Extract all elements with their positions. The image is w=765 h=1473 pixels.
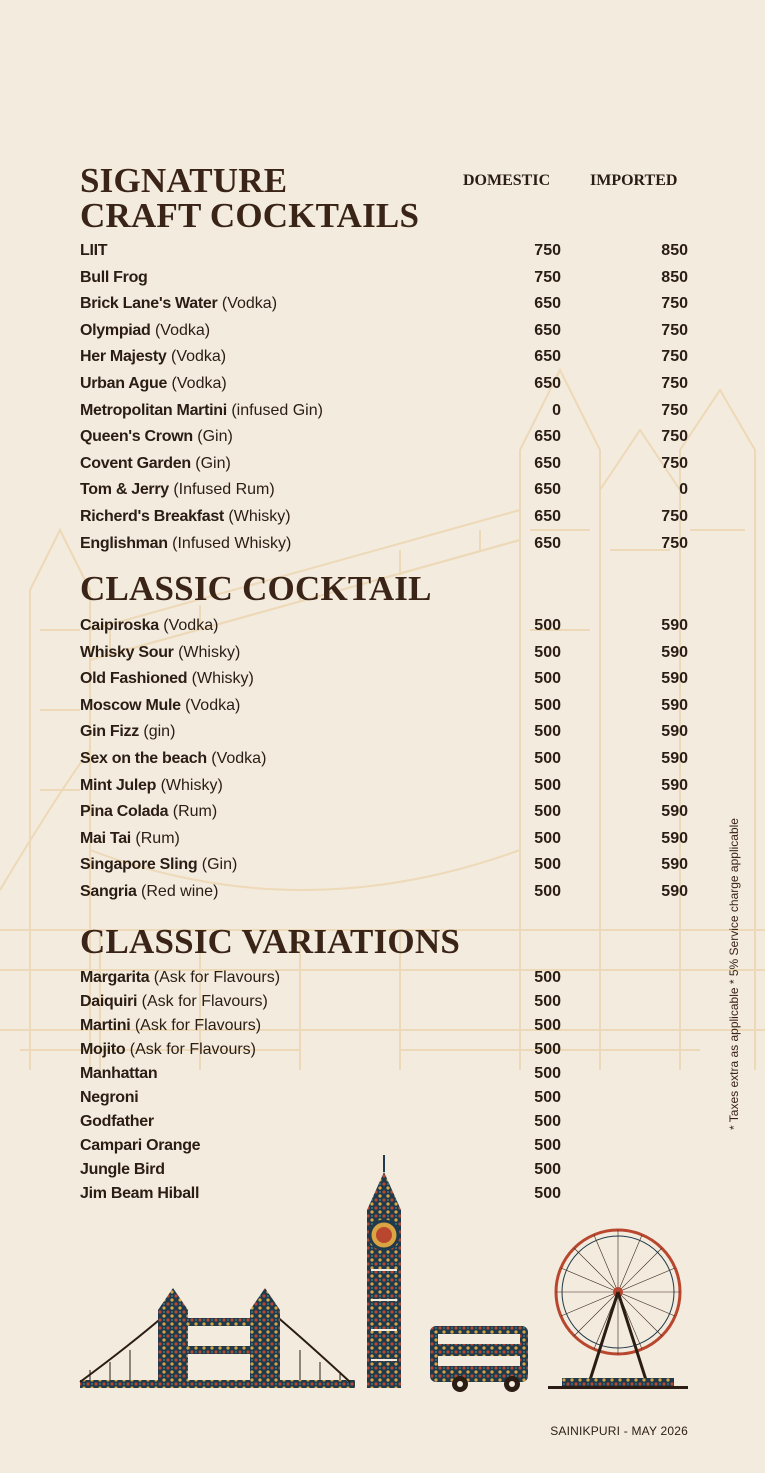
- price-imported: 590: [661, 696, 688, 714]
- item-note: (Rum): [135, 829, 180, 847]
- signature-list: [80, 238, 690, 557]
- menu-item-row: [80, 477, 690, 504]
- item-note: (Whisky): [178, 643, 241, 661]
- price-domestic: 500: [534, 776, 561, 794]
- price-domestic: 500: [534, 643, 561, 661]
- item-note: (Whisky): [228, 507, 291, 525]
- price-imported: 750: [661, 534, 688, 552]
- price-domestic: 650: [534, 534, 561, 552]
- item-name: Gin Fizz: [80, 723, 139, 741]
- price-domestic: 650: [534, 481, 561, 499]
- item-name: Manhattan: [80, 1065, 158, 1082]
- item-name: Caipiroska: [80, 617, 159, 634]
- price-domestic: 500: [534, 723, 561, 741]
- price-domestic: 650: [534, 295, 561, 313]
- item-name: Her Majesty: [80, 348, 167, 366]
- item-note: (Vodka): [221, 295, 278, 313]
- classic-list: [80, 613, 690, 906]
- item-name: LIIT: [80, 242, 108, 259]
- price-imported: 750: [661, 507, 688, 525]
- price-domestic: 500: [534, 1041, 561, 1058]
- price-domestic: 0: [552, 401, 561, 419]
- menu-item-row: [80, 1086, 690, 1110]
- item-name: Queen's Crown: [80, 428, 193, 446]
- item-name: Metropolitan Martini: [80, 401, 227, 419]
- item-note: (Rum): [172, 803, 218, 821]
- section-title-classic: CLASSIC COCKTAIL: [80, 569, 432, 608]
- price-domestic: 750: [534, 242, 561, 259]
- menu-item-row: [80, 504, 690, 531]
- price-domestic: 500: [534, 1089, 561, 1106]
- item-note: (Red wine): [141, 882, 219, 900]
- price-imported: 590: [661, 670, 688, 688]
- tower-bridge-icon: [80, 1288, 355, 1388]
- item-name: Negroni: [80, 1089, 139, 1106]
- item-note: (Infused Rum): [173, 481, 275, 499]
- price-domestic: 500: [534, 670, 561, 688]
- item-name: Old Fashioned: [80, 670, 188, 688]
- item-name: Tom & Jerry: [80, 481, 169, 499]
- menu-item-row: [80, 966, 690, 990]
- menu-item-row: [80, 531, 690, 558]
- item-note: (Gin): [201, 856, 238, 874]
- menu-item-row: [80, 693, 690, 720]
- menu-item-row: [80, 1038, 690, 1062]
- menu-item-row: [80, 746, 690, 773]
- menu-item-row: [80, 318, 690, 345]
- item-note: (Gin): [195, 454, 231, 472]
- item-name: Moscow Mule: [80, 696, 181, 714]
- item-note: (Gin): [197, 428, 233, 446]
- price-imported: 0: [679, 481, 688, 499]
- item-name: Englishman: [80, 534, 168, 552]
- item-note: (gin): [143, 723, 176, 741]
- item-name: Martini: [80, 1017, 131, 1034]
- item-name: Singapore Sling: [80, 856, 198, 874]
- menu-item-row: [80, 879, 690, 906]
- price-domestic: 500: [534, 803, 561, 821]
- item-name: Pina Colada: [80, 803, 169, 821]
- item-name: Margarita: [80, 969, 150, 986]
- menu-item-row: [80, 344, 690, 371]
- item-name: Godfather: [80, 1113, 154, 1130]
- price-domestic: 650: [534, 348, 561, 366]
- big-ben-icon: [367, 1155, 401, 1388]
- price-domestic: 500: [534, 1161, 561, 1178]
- item-note: (infused Gin): [231, 401, 323, 419]
- price-domestic: 650: [534, 374, 561, 392]
- menu-item-row: [80, 238, 690, 265]
- item-name: Sex on the beach: [80, 749, 207, 767]
- column-header-domestic: DOMESTIC: [463, 172, 551, 189]
- section-title-variations: CLASSIC VARIATIONS: [80, 922, 460, 961]
- price-domestic: 650: [534, 507, 561, 525]
- price-domestic: 500: [534, 1113, 561, 1130]
- price-imported: 850: [661, 242, 688, 259]
- price-domestic: 500: [534, 856, 561, 874]
- price-domestic: 500: [534, 882, 561, 900]
- item-note: (Ask for Flavours): [129, 1041, 256, 1058]
- menu-item-row: [80, 371, 690, 398]
- menu-item-row: [80, 799, 690, 826]
- item-name: Jim Beam Hiball: [80, 1185, 200, 1202]
- price-imported: 750: [661, 348, 688, 366]
- item-name: Olympiad: [80, 321, 151, 339]
- menu-item-row: [80, 424, 690, 451]
- price-imported: 750: [661, 454, 688, 472]
- item-note: (Vodka): [154, 321, 211, 339]
- price-domestic: 500: [534, 696, 561, 714]
- section-title-line1: SIGNATURE: [80, 161, 288, 200]
- price-domestic: 500: [534, 969, 561, 986]
- item-name: Whisky Sour: [80, 643, 174, 661]
- price-domestic: 500: [534, 617, 561, 634]
- double-decker-bus-icon: [430, 1326, 528, 1392]
- menu-item-row: [80, 1014, 690, 1038]
- menu-item-row: [80, 826, 690, 853]
- menu-item-row: [80, 398, 690, 425]
- item-note: (Vodka): [171, 374, 227, 392]
- price-imported: 590: [661, 723, 688, 741]
- item-note: (Ask for Flavours): [153, 969, 281, 986]
- item-note: (Whisky): [191, 670, 254, 688]
- price-domestic: 650: [534, 428, 561, 446]
- price-domestic: 500: [534, 1185, 561, 1202]
- menu-item-row: [80, 451, 690, 478]
- price-imported: 590: [661, 882, 688, 900]
- item-name: Mai Tai: [80, 829, 131, 847]
- item-name: Urban Ague: [80, 374, 168, 392]
- item-note: (Vodka): [163, 617, 219, 634]
- section-title-signature: [80, 163, 419, 233]
- menu-item-row: [80, 852, 690, 879]
- price-imported: 590: [661, 776, 688, 794]
- item-name: Mint Julep: [80, 776, 157, 794]
- item-note: (Whisky): [160, 776, 223, 794]
- section-title-line2: CRAFT COCKTAILS: [80, 196, 420, 235]
- price-imported: 750: [661, 428, 688, 446]
- item-name: Sangria: [80, 882, 137, 900]
- menu-item-row: [80, 1062, 690, 1086]
- item-name: Mojito: [80, 1041, 126, 1058]
- price-domestic: 500: [534, 1065, 561, 1082]
- menu-item-row: [80, 265, 690, 292]
- london-eye-icon: [548, 1230, 688, 1389]
- item-name: Daiquiri: [80, 993, 138, 1010]
- column-header-imported: IMPORTED: [590, 172, 678, 189]
- price-domestic: 500: [534, 829, 561, 847]
- price-imported: 750: [661, 374, 688, 392]
- price-imported: 590: [661, 643, 688, 661]
- item-name: Jungle Bird: [80, 1161, 165, 1178]
- item-note: (Ask for Flavours): [141, 993, 268, 1010]
- price-domestic: 500: [534, 993, 561, 1010]
- menu-item-row: [80, 990, 690, 1014]
- tax-service-note: * Taxes extra as applicable * 5% Service charge applicable: [727, 818, 741, 1130]
- menu-item-row: [80, 291, 690, 318]
- price-imported: 750: [661, 295, 688, 313]
- london-skyline-illustration: [70, 1150, 700, 1395]
- menu-item-row: [80, 666, 690, 693]
- menu-item-row: [80, 719, 690, 746]
- price-imported: 590: [661, 829, 688, 847]
- item-name: Campari Orange: [80, 1137, 201, 1154]
- price-imported: 590: [661, 617, 688, 634]
- item-note: (Vodka): [185, 696, 241, 714]
- price-imported: 750: [661, 401, 688, 419]
- price-domestic: 500: [534, 749, 561, 767]
- menu-item-row: [80, 640, 690, 667]
- menu-item-row: [80, 613, 690, 640]
- price-imported: 590: [661, 749, 688, 767]
- item-note: (Vodka): [170, 348, 227, 366]
- menu-item-row: [80, 1110, 690, 1134]
- menu-item-row: [80, 773, 690, 800]
- item-note: (Vodka): [211, 749, 267, 767]
- item-name: Brick Lane's Water: [80, 295, 218, 313]
- footer-location-date: SAINIKPURI - MAY 2026: [550, 1424, 688, 1438]
- price-domestic: 750: [534, 268, 561, 286]
- price-imported: 850: [661, 268, 688, 286]
- item-name: Covent Garden: [80, 454, 191, 472]
- price-domestic: 650: [534, 321, 561, 339]
- price-imported: 590: [661, 856, 688, 874]
- price-domestic: 650: [534, 454, 561, 472]
- item-name: Bull Frog: [80, 268, 148, 286]
- price-imported: 750: [661, 321, 688, 339]
- price-domestic: 500: [534, 1017, 561, 1034]
- item-note: (Ask for Flavours): [134, 1017, 262, 1034]
- item-name: Richerd's Breakfast: [80, 507, 224, 525]
- price-domestic: 500: [534, 1137, 561, 1154]
- item-note: (Infused Whisky): [172, 534, 292, 552]
- price-imported: 590: [661, 803, 688, 821]
